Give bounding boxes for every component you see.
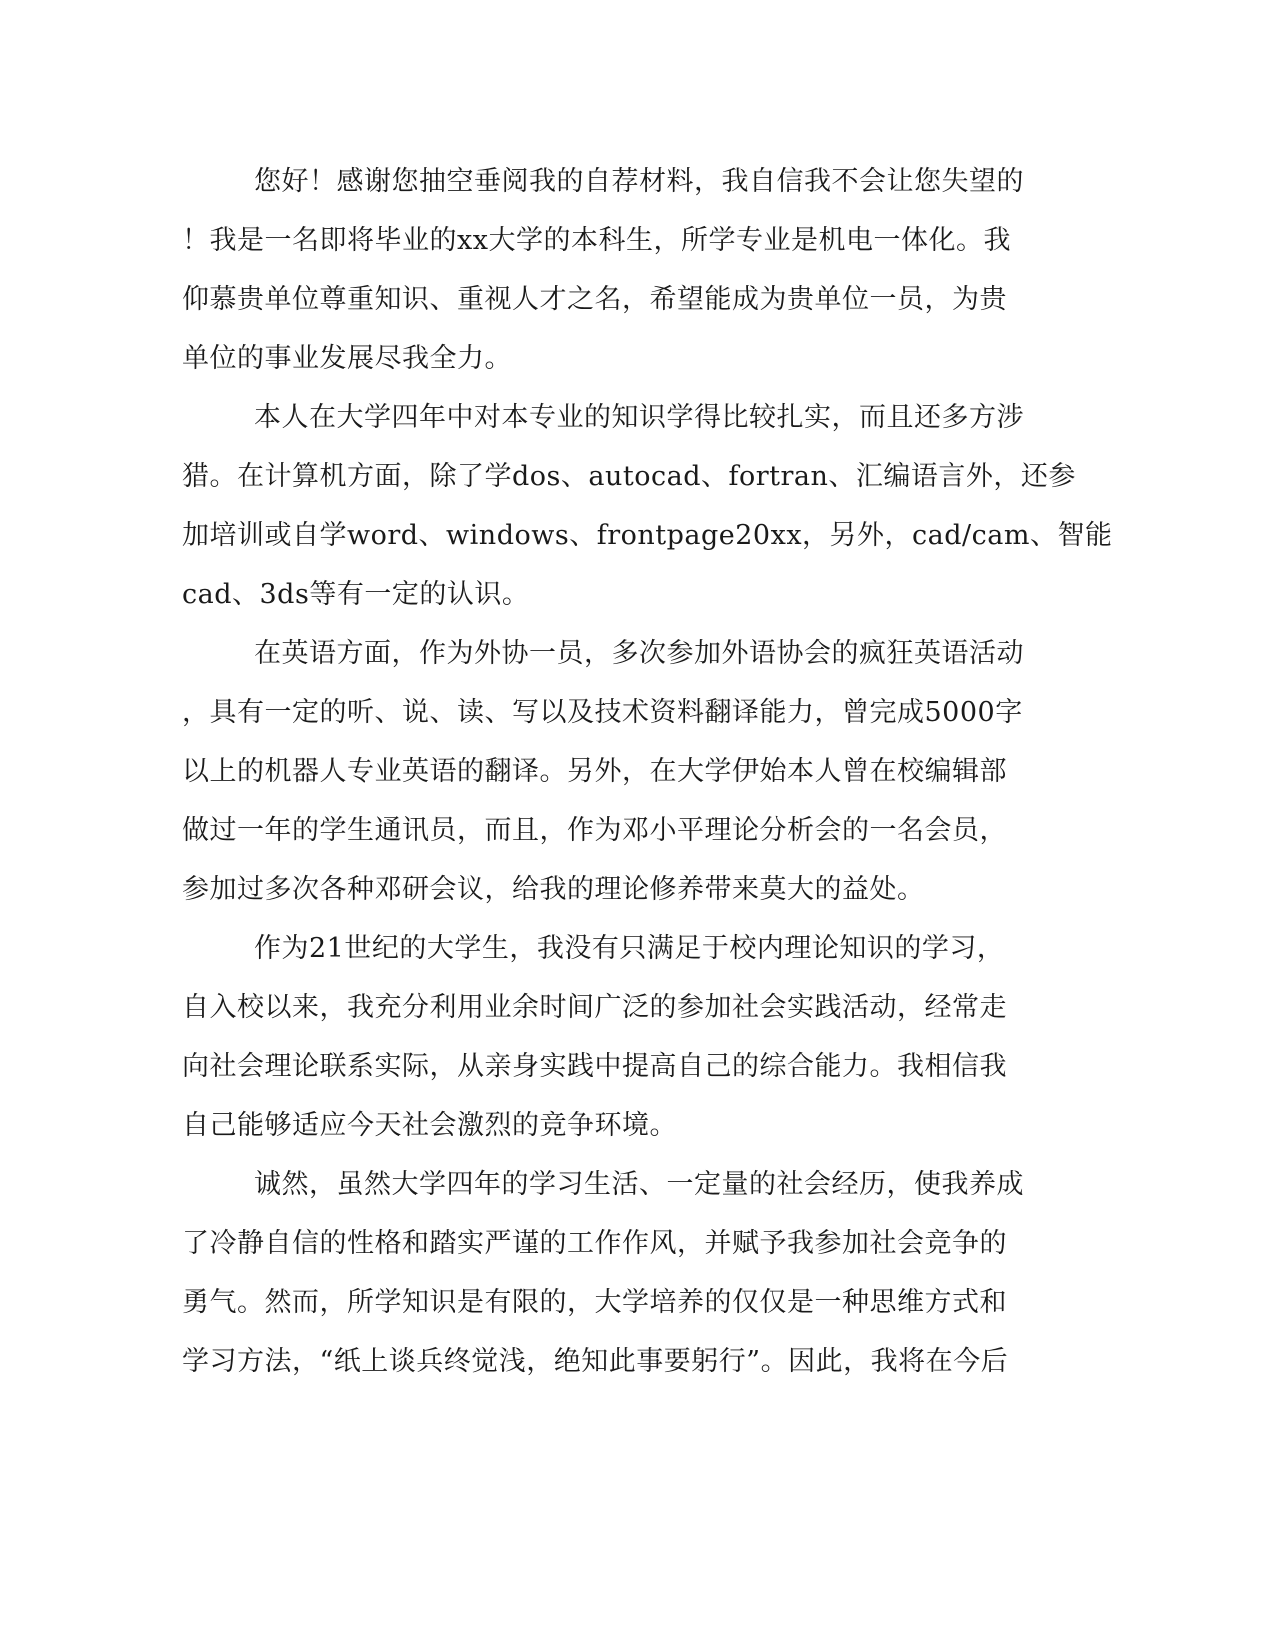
text-line: 向社会理论联系实际，从亲身实践中提高自己的综合能力。我相信我 [182,1051,1007,1082]
text-line: 学习方法，“纸上谈兵终觉浅，绝知此事要躬行”。因此，我将在今后 [182,1346,1009,1377]
text-line: 加培训或自学word、windows、frontpage20xx，另外，cad/cam、智能 [182,520,1113,551]
paragraph-conclusion [182,1155,1042,1391]
paragraph-greeting [182,152,1042,388]
text-line: 单位的事业发展尽我全力。 [182,343,512,374]
text-line: 诚然，虽然大学四年的学习生活、一定量的社会经历，使我养成 [254,1169,1024,1200]
text-line: 了冷静自信的性格和踏实严谨的工作作风，并赋予我参加社会竞争的 [182,1228,1007,1259]
text-line: 作为21世纪的大学生，我没有只满足于校内理论知识的学习， [254,933,1005,964]
text-line: 自入校以来，我充分利用业余时间广泛的参加社会实践活动，经常走 [182,992,1007,1023]
paragraph-social-practice [182,919,1042,1155]
text-line: 猎。在计算机方面，除了学dos、autocad、fortran、汇编语言外，还参 [182,461,1076,492]
text-line: 参加过多次各种邓研会议，给我的理论修养带来莫大的益处。 [182,874,925,905]
text-line: 以上的机器人专业英语的翻译。另外，在大学伊始本人曾在校编辑部 [182,756,1007,787]
text-line: ，具有一定的听、说、读、写以及技术资料翻译能力，曾完成5000字 [182,697,1023,728]
text-line: 自己能够适应今天社会激烈的竞争环境。 [182,1110,677,1141]
text-line: 勇气。然而，所学知识是有限的，大学培养的仅仅是一种思维方式和 [182,1287,1007,1318]
text-line: 做过一年的学生通讯员，而且，作为邓小平理论分析会的一名会员， [182,815,1007,846]
text-line: 仰慕贵单位尊重知识、重视人才之名，希望能成为贵单位一员，为贵 [182,284,1007,315]
text-line: ！我是一名即将毕业的xx大学的本科生，所学专业是机电一体化。我 [182,225,1011,256]
paragraph-english-skills [182,624,1042,919]
text-line: cad、3ds等有一定的认识。 [182,579,530,610]
document-body [182,152,1113,1391]
text-line: 您好！感谢您抽空垂阅我的自荐材料，我自信我不会让您失望的 [254,166,1024,197]
paragraph-computer-skills [182,388,1113,624]
text-line: 在英语方面，作为外协一员，多次参加外语协会的疯狂英语活动 [254,638,1024,669]
text-line: 本人在大学四年中对本专业的知识学得比较扎实，而且还多方涉 [254,402,1024,433]
